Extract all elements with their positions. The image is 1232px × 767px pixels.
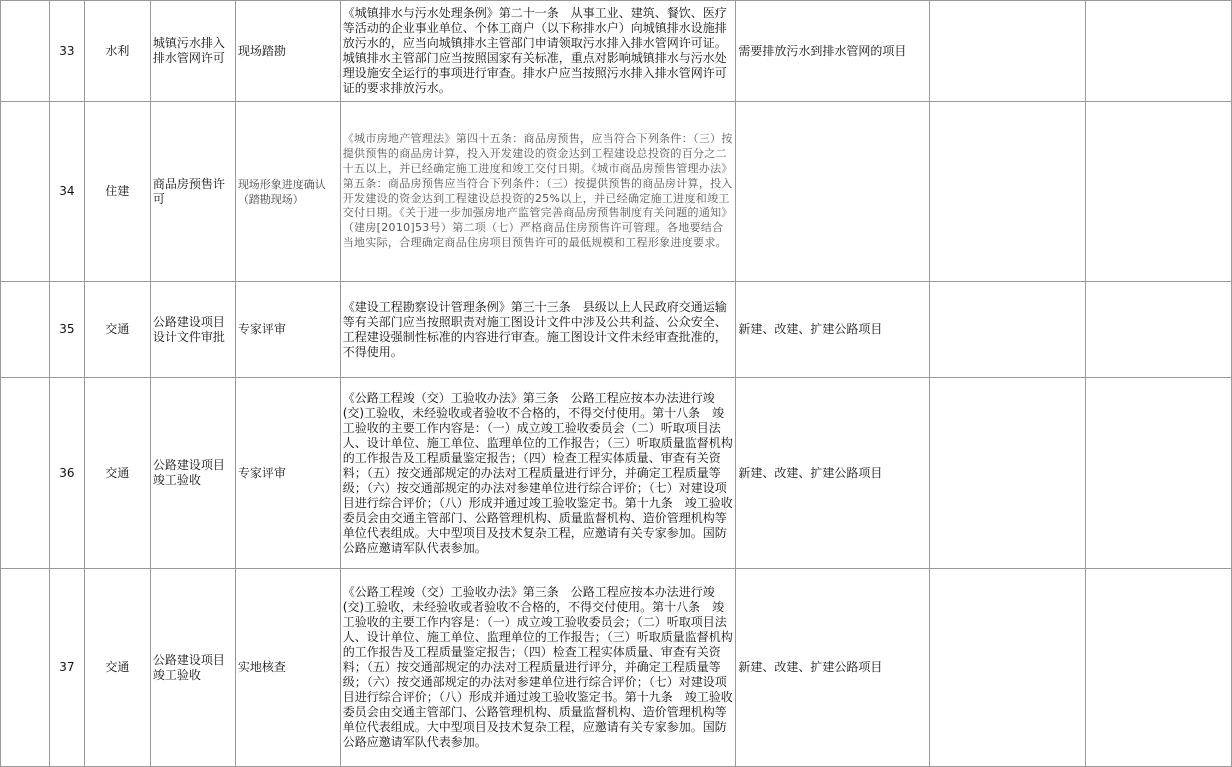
row-header-cell[interactable] [1, 282, 50, 378]
row-header-cell[interactable] [1, 569, 50, 767]
table-row[interactable] [1, 1, 1232, 102]
table-row[interactable] [1, 282, 1232, 378]
legal-basis-cell[interactable]: 《公路工程竣（交）工验收办法》第三条 公路工程应按本办法进行竣(交)工验收，未经验收或者验收不合格的，不得交付使用。第十八条 竣工验收的主要工作内容是：（一）成立竣工验收委员会（二）听取项目法人、设计单位、施工单位、监理单位的工作报告；（三）听取质量监督机构的工作报告及工程质量鉴定报告；（四）检查工程实体质量、审查有关资料；（五）按交通部规定的办法对工程质量进行评分，并确定工程质量等级；（六）按交通部规定的办法对参建单位进行综合评价；（七）对建设项目进行综合评价；（八）形成并通过竣工验收鉴定书。第十九条 竣工验收委员会由交通主管部门、公路管理机构、质量监督机构、造价管理机构等单位代表组成。大中型项目及技术复杂工程，应邀请有关专家参加。国防公路应邀请军队代表参加。 [340, 378, 736, 569]
row-number[interactable]: 33 [49, 1, 84, 102]
empty-cell[interactable] [930, 102, 1086, 282]
department-cell[interactable]: 水利 [84, 1, 150, 102]
review-method-cell[interactable]: 实地核查 [235, 569, 340, 767]
applicable-scope-cell[interactable]: 需要排放污水到排水管网的项目 [736, 1, 930, 102]
table-row[interactable] [1, 569, 1232, 767]
table-row[interactable] [1, 378, 1232, 569]
table-row[interactable] [1, 102, 1232, 282]
empty-cell[interactable] [1086, 569, 1232, 767]
empty-cell[interactable] [1086, 282, 1232, 378]
empty-cell[interactable] [1086, 1, 1232, 102]
review-method-cell[interactable]: 现场形象进度确认（踏勘现场） [235, 102, 340, 282]
empty-cell[interactable] [1086, 102, 1232, 282]
empty-cell[interactable] [930, 569, 1086, 767]
legal-basis-cell[interactable]: 《公路工程竣（交）工验收办法》第三条 公路工程应按本办法进行竣(交)工验收，未经验收或者验收不合格的，不得交付使用。第十八条 竣工验收的主要工作内容是：（一）成立竣工验收委员会；（二）听取项目法人、设计单位、施工单位、监理单位的工作报告；（三）听取质量监督机构的工作报告及工程质量鉴定报告；（四）检查工程实体质量、审查有关资料；（五）按交通部规定的办法对工程质量进行评分，并确定工程质量等级；（六）按交通部规定的办法对参建单位进行综合评价；（七）对建设项目进行综合评价；（八）形成并通过竣工验收鉴定书。第十九条 竣工验收委员会由交通主管部门、公路管理机构、质量监督机构、造价管理机构等单位代表组成。大中型项目及技术复杂工程，应邀请有关专家参加。国防公路应邀请军队代表参加。 [340, 569, 736, 767]
review-method-cell[interactable]: 专家评审 [235, 282, 340, 378]
applicable-scope-cell[interactable] [736, 102, 930, 282]
row-header-cell[interactable] [1, 1, 50, 102]
row-header-cell[interactable] [1, 102, 50, 282]
item-name-cell[interactable]: 城镇污水排入排水管网许可 [150, 1, 235, 102]
department-cell[interactable]: 交通 [84, 378, 150, 569]
applicable-scope-cell[interactable]: 新建、改建、扩建公路项目 [736, 569, 930, 767]
applicable-scope-cell[interactable]: 新建、改建、扩建公路项目 [736, 378, 930, 569]
item-name-cell[interactable]: 商品房预售许可 [150, 102, 235, 282]
row-number[interactable]: 36 [49, 378, 84, 569]
row-number[interactable]: 37 [49, 569, 84, 767]
legal-basis-cell[interactable]: 《城市房地产管理法》第四十五条：商品房预售，应当符合下列条件：（三）按提供预售的商品房计算，投入开发建设的资金达到工程建设总投资的百分之二十五以上，并已经确定施工进度和竣工交付日期。《城市商品房预售管理办法》第五条：商品房预售应当符合下列条件：（三）按提供预售的商品房计算，投入开发建设的资金达到工程建设总投资的25%以上，并已经确定施工进度和竣工交付日期。《关于进一步加强房地产监管完善商品房预售制度有关问题的通知》（建房[2010]53号）第二项（七）严格商品住房预售许可管理。各地要结合当地实际，合理确定商品住房项目预售许可的最低规模和工程形象进度要求。 [340, 102, 736, 282]
empty-cell[interactable] [930, 282, 1086, 378]
row-header-cell[interactable] [1, 378, 50, 569]
department-cell[interactable]: 交通 [84, 282, 150, 378]
review-method-cell[interactable]: 专家评审 [235, 378, 340, 569]
department-cell[interactable]: 住建 [84, 102, 150, 282]
review-method-cell[interactable]: 现场踏勘 [235, 1, 340, 102]
empty-cell[interactable] [930, 378, 1086, 569]
item-name-cell[interactable]: 公路建设项目竣工验收 [150, 569, 235, 767]
row-number[interactable]: 34 [49, 102, 84, 282]
empty-cell[interactable] [930, 1, 1086, 102]
applicable-scope-cell[interactable]: 新建、改建、扩建公路项目 [736, 282, 930, 378]
item-name-cell[interactable]: 公路建设项目设计文件审批 [150, 282, 235, 378]
department-cell[interactable]: 交通 [84, 569, 150, 767]
row-number[interactable]: 35 [49, 282, 84, 378]
item-name-cell[interactable]: 公路建设项目竣工验收 [150, 378, 235, 569]
legal-basis-cell[interactable]: 《城镇排水与污水处理条例》第二十一条 从事工业、建筑、餐饮、医疗等活动的企业事业单位、个体工商户（以下称排水户）向城镇排水设施排放污水的，应当向城镇排水主管部门申请领取污水排入排水管网许可证。城镇排水主管部门应当按照国家有关标准，重点对影响城镇排水与污水处理设施安全运行的事项进行审查。排水户应当按照污水排入排水管网许可证的要求排放污水。 [340, 1, 736, 102]
empty-cell[interactable] [1086, 378, 1232, 569]
legal-basis-cell[interactable]: 《建设工程勘察设计管理条例》第三十三条 县级以上人民政府交通运输等有关部门应当按照职责对施工图设计文件中涉及公共利益、公众安全、工程建设强制性标准的内容进行审查。施工图设计文件未经审查批准的，不得使用。 [340, 282, 736, 378]
